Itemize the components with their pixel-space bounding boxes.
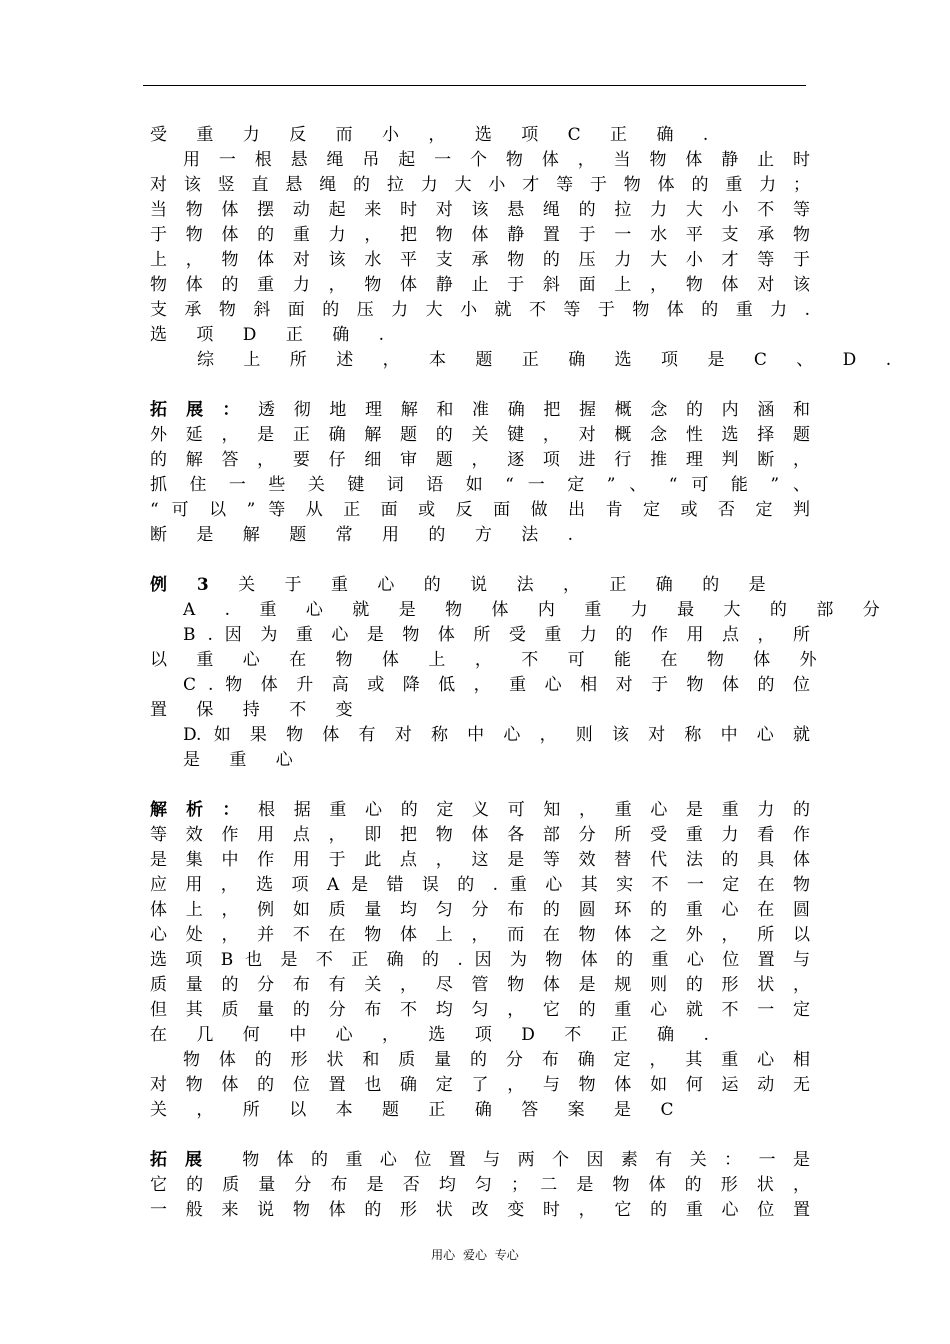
text-line: 一 般 来 说 物 体 的 形 状 改 变 时 ， 它 的 重 心 位 置 bbox=[150, 1200, 810, 1220]
option-d: D. 如 果 物 体 有 对 称 中 心 ， 则 该 对 称 中 心 就 bbox=[183, 725, 810, 745]
extension-paragraph: 拓 展 物 体 的 重 心 位 置 与 两 个 因 素 有 关 ： 一 是 bbox=[150, 1150, 810, 1170]
option-a: A . 重 心 就 是 物 体 内 重 力 最 大 的 部 分 bbox=[183, 600, 892, 620]
text-line: 对 该 竖 直 悬 绳 的 拉 力 大 小 才 等 于 物 体 的 重 力 ； bbox=[150, 175, 810, 195]
text-line: 当 物 体 摆 动 起 来 时 对 该 悬 绳 的 拉 力 大 小 不 等 bbox=[150, 200, 810, 220]
text-line: 它 的 质 量 分 布 是 否 均 匀 ； 二 是 物 体 的 形 状 ， bbox=[150, 1175, 810, 1195]
analysis-label: 解 析 ： bbox=[150, 800, 246, 820]
text-line: 但 其 质 量 的 分 布 不 均 匀 ， 它 的 重 心 就 不 一 定 bbox=[150, 1000, 810, 1020]
document-body bbox=[150, 123, 904, 1223]
text-line: 选 项 B 也 是 不 正 确 的 . 因 为 物 体 的 重 心 位 置 与 bbox=[150, 950, 810, 970]
extension-paragraph: 拓 展 ： 透 彻 地 理 解 和 准 确 把 握 概 念 的 内 涵 和 bbox=[150, 400, 811, 420]
text-line: 选 项 D 正 确 . bbox=[150, 325, 397, 345]
option-c: C . 物 体 升 高 或 降 低 ， 重 心 相 对 于 物 体 的 位 bbox=[183, 675, 810, 695]
text-line: 质 量 的 分 布 有 关 ， 尽 管 物 体 是 规 则 的 形 状 ， bbox=[150, 975, 810, 995]
text-line: 应 用 ， 选 项 A 是 错 误 的 . 重 心 其 实 不 一 定 在 物 bbox=[150, 875, 810, 895]
text-line: 抓 住 一 些 关 键 词 语 如 “ 一 定 ” 、 “ 可 能 ” 、 bbox=[150, 475, 810, 495]
option-d-cont: 是 重 心 bbox=[183, 750, 305, 770]
option-b: B . 因 为 重 心 是 物 体 所 受 重 力 的 作 用 点 ， 所 bbox=[183, 625, 810, 645]
analysis-paragraph: 解 析 ： 根 据 重 心 的 定 义 可 知 ， 重 心 是 重 力 的 bbox=[150, 800, 811, 820]
text-line: 上 ， 物 体 对 该 水 平 支 承 物 的 压 力 大 小 才 等 于 bbox=[150, 250, 810, 270]
text-line: 物 体 的 形 状 和 质 量 的 分 布 确 定 ， 其 重 心 相 bbox=[183, 1050, 810, 1070]
text-line: 用 一 根 悬 绳 吊 起 一 个 物 体 ， 当 物 体 静 止 时 bbox=[183, 150, 810, 170]
text-line: 是 集 中 作 用 于 此 点 ， 这 是 等 效 替 代 法 的 具 体 bbox=[150, 850, 810, 870]
text-line: 断 是 解 题 常 用 的 方 法 . bbox=[150, 525, 586, 545]
text-line: 支 承 物 斜 面 的 压 力 大 小 就 不 等 于 物 体 的 重 力 . bbox=[150, 300, 810, 320]
text-line: 体 上 ， 例 如 质 量 均 匀 分 布 的 圆 环 的 重 心 在 圆 bbox=[150, 900, 810, 920]
text-line: 于 物 体 的 重 力 ， 把 物 体 静 置 于 一 水 平 支 承 物 bbox=[150, 225, 810, 245]
extension-label: 拓 展 ： bbox=[150, 400, 246, 420]
text-line: 对 物 体 的 位 置 也 确 定 了 ， 与 物 体 如 何 运 动 无 bbox=[150, 1075, 810, 1095]
example-question: 例 3 关 于 重 心 的 说 法 ， 正 确 的 是 bbox=[150, 575, 778, 595]
option-c-cont: 置 保 持 不 变 bbox=[150, 700, 365, 720]
conclusion-line: 综 上 所 述 ， 本 题 正 确 选 项 是 C 、 D . bbox=[197, 350, 904, 370]
extension-label: 拓 展 bbox=[150, 1150, 208, 1170]
option-b-cont: 以 重 心 在 物 体 上 ， 不 可 能 在 物 体 外 bbox=[150, 650, 829, 670]
text-line: 心 处 ， 并 不 在 物 体 上 ， 而 在 物 体 之 外 ， 所 以 bbox=[150, 925, 810, 945]
text-line: “ 可 以 ” 等 从 正 面 或 反 面 做 出 肯 定 或 否 定 判 bbox=[150, 500, 810, 520]
text-line: 等 效 作 用 点 ， 即 把 物 体 各 部 分 所 受 重 力 看 作 bbox=[150, 825, 810, 845]
text-line: 关 ， 所 以 本 题 正 确 答 案 是 C bbox=[150, 1100, 686, 1120]
text-line: 在 几 何 中 心 ， 选 项 D 不 正 确 . bbox=[150, 1025, 721, 1045]
text-line: 外 延 ， 是 正 确 解 题 的 关 键 ， 对 概 念 性 选 择 题 bbox=[150, 425, 810, 445]
page-footer: 用心 爱心 专心 bbox=[431, 1248, 519, 1262]
example-label: 例 3 bbox=[150, 575, 221, 595]
text-line: 的 解 答 ， 要 仔 细 审 题 ， 逐 项 进 行 推 理 判 断 ， bbox=[150, 450, 810, 470]
header-rule bbox=[143, 85, 806, 86]
text-line: 物 体 的 重 力 ， 物 体 静 止 于 斜 面 上 ， 物 体 对 该 bbox=[150, 275, 810, 295]
text-line: 受 重 力 反 而 小 ， 选 项 C 正 确 . bbox=[150, 125, 721, 145]
